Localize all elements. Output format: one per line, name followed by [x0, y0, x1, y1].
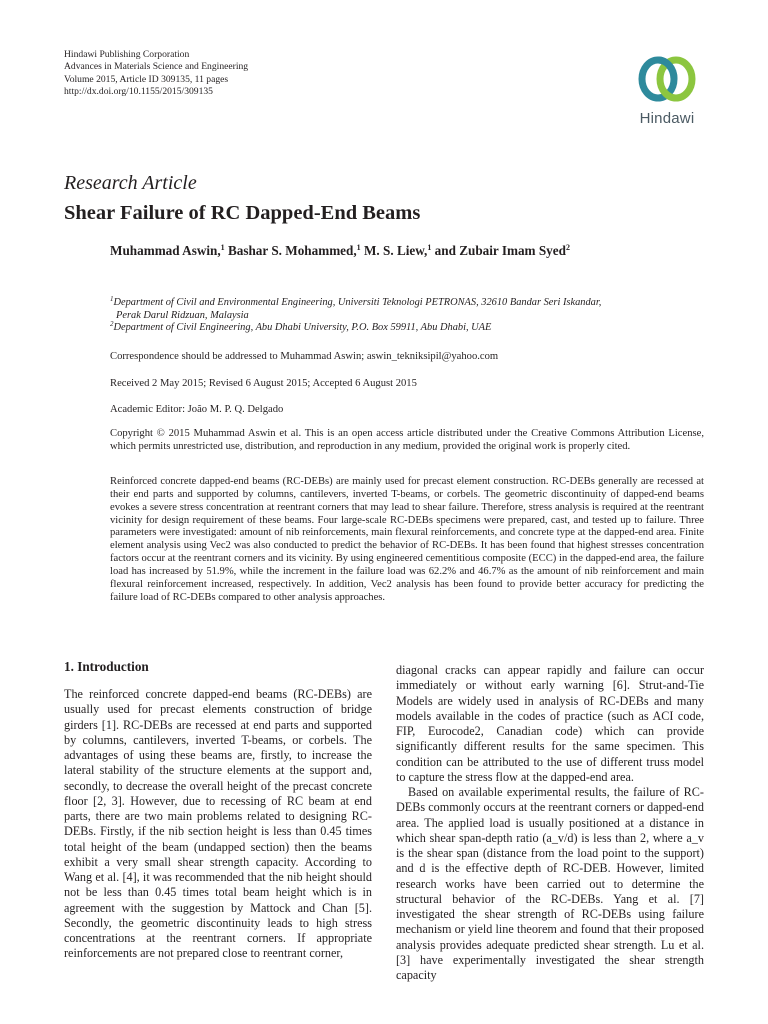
left-column	[64, 687, 372, 962]
affiliation-2: $^2$Department of Civil Engineering, Abu Dhabi University, P.O. Box 59911, Abu Dhabi, UAE	[110, 320, 492, 334]
volume-info: Volume 2015, Article ID 309135, 11 pages	[64, 73, 229, 85]
journal-meta	[64, 49, 404, 98]
hindawi-logo	[624, 52, 710, 134]
journal-name: Advances in Materials Science and Engineering	[64, 61, 249, 73]
author-list	[110, 243, 570, 259]
author-affil-sup: 1	[356, 243, 361, 252]
article-title: Shear Failure of RC Dapped-End Beams	[64, 202, 421, 224]
affiliation-1-cont: Perak Darul Ridzuan, Malaysia	[116, 309, 249, 321]
copyright: Copyright © 2015 Muhammad Aswin et al. This is an open access article distributed under the Creative Commons Attribution License, which permits unrestricted use, distribution, and reproduction in any medium, provided the original work is properly cited.	[110, 428, 704, 452]
author-affil-sup: 2	[565, 243, 570, 252]
correspondence: Correspondence should be addressed to Muhammad Aswin; aswin_tekniksipil@yahoo.com	[110, 351, 499, 362]
author-affil-sup: 1	[220, 243, 225, 252]
article-type: Research Article	[64, 172, 197, 194]
hindawi-rings-icon	[636, 52, 698, 106]
author-name: and Zubair Imam Syed	[431, 243, 566, 258]
abstract: Reinforced concrete dapped-end beams (RC-DEBs) are mainly used for precast element construction. RC-DEBs generally are recessed at their end parts and supported by columns, cantilevers, inverted T-beams, or corbels. The geometric discontinuity of dapped-end beams evokes a severe stress concentration at reentrant corners that may lead to shear failure. Therefore, stress analysis is required at the reentrant vicinity for design requirement of these beams. Four large-scale RC-DEBs specimens were prepared, cast, and tested up to failure. Three parameters were investigated: amount of nib reinforcements, main flexural reinforcements, and concrete type at the dapped-end area. Finite element analysis using Vec2 was also conducted to predict the behavior of RC-DEBs. It has been found that highest stresses concentration factors occur at the reentrant corners and its vicinity. By using engineered cementitious composite (ECC) in the dapped-end area, the failure load has increased by 51.9%, while the increment in the failure load was 62.2% and 46.7% as the amount of nib reinforcement and main flexural reinforcement increased, respectively. In addition, Vec2 analysis has been found to provide better accuracy for predicting the failure load of RC-DEBs compared to other analysis approaches.	[110, 476, 704, 603]
publisher: Hindawi Publishing Corporation	[64, 49, 190, 60]
body-paragraph: diagonal cracks can appear rapidly and failure can occur immediately or without early warning [6]. Strut-and-Tie Models are widely used in analysis of RC-DEBs and many models available in the codes of practice (such as ACI code, FIP, Eurocode2, Canadian code) which can provide significantly different results for the same specimen. This condition can be attributed to the use of different truss model to capture the stress flow at the dapped-end area.	[396, 663, 704, 784]
section-heading: 1. Introduction	[64, 659, 149, 674]
body-paragraph: Based on available experimental results, the failure of RC-DEBs commonly occurs at the reentrant corners or dapped-end area. The applied load is usually positioned at a distance in which shear span-depth ratio (a_v/d) is less than 2, where a_v is the shear span (distance from the load point to the support) and d is the effective depth of RC-DEB. However, limited research works have been carried out to determine the structural behavior of the RC-DEBs. Yang et al. [7] investigated the shear strength of RC-DEBs using failure mechanism or yield line theorem and found that their proposed analysis provides adequate predicted shear strength. Lu et al. [3] have experimentally investigated the shear strength capacity	[396, 785, 704, 982]
affiliations	[110, 297, 670, 335]
right-column	[396, 663, 704, 983]
affiliation-1: $^1$Department of Civil and Environmental Engineering, Universiti Teknologi PETRONAS, 32610 Bandar Seri Iskandar,	[110, 295, 602, 308]
dates: Received 2 May 2015; Revised 6 August 2015; Accepted 6 August 2015	[110, 378, 417, 389]
author-affil-sup: 1	[427, 243, 432, 252]
hindawi-logo-text: Hindawi	[639, 110, 695, 127]
academic-editor: Academic Editor: João M. P. Q. Delgado	[110, 404, 284, 415]
doi-link[interactable]: http://dx.doi.org/10.1155/2015/309135	[64, 85, 213, 97]
author-name: M. S. Liew,	[360, 243, 428, 258]
author-name: Bashar S. Mohammed,	[224, 243, 357, 258]
body-paragraph: The reinforced concrete dapped-end beams (RC-DEBs) are usually used for precast elements construction of bridge girders [1]. RC-DEBs are recessed at end parts and supported by columns, cantilevers, inverted T-beams, or corbels. The advantages of using these beams are, firstly, to increase the lateral stability of the structure elements at the support and, secondly, to decrease the overall height of the precast concrete floor [2, 3]. However, due to recessing of RC beam at end parts, there are two main problems related to designing RC-DEBs. Firstly, if the nib section height is less than 0.45 times total height of the beam (undapped section) then the beams exhibit a very small shear strength capacity. According to Wang et al. [4], it was recommended that the nib height should not be less than 0.45 times total beam height which is in agreement with the suggestion by Mattock and Chan [5]. Secondly, the geometric discontinuity leads to high stress concentrations at the reentrant corners. If appropriate reinforcements are not prepared close to reentrant corner,	[64, 687, 372, 961]
author-name: Muhammad Aswin,	[110, 243, 221, 258]
